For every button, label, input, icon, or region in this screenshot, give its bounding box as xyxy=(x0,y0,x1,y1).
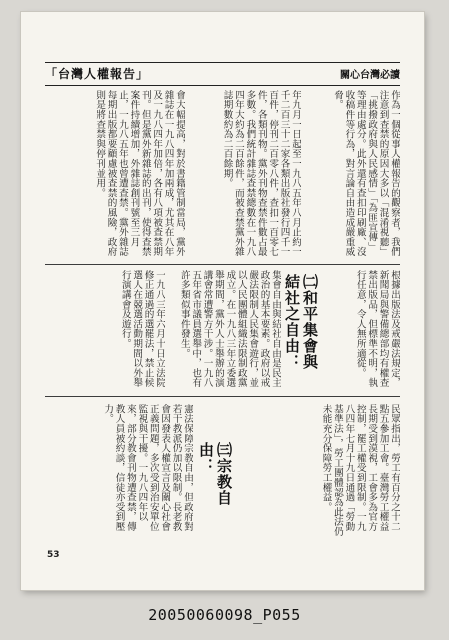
header-left-title: 「台灣人權報告」 xyxy=(45,67,150,81)
section2-body: 集會自由與結社自由是民主政治的基本要素。政府以戒嚴法限制人民集會遊行，並以人民團體組織法限制政黨成立。在一九八三年立委選舉期間，黨外人士舉辦的演講會常遭警方干涉。一九八五年省市議員選舉中，也有許多類似事件發生。 xyxy=(178,270,281,388)
archive-caption: 20050060098_P055 xyxy=(148,606,301,624)
document-page xyxy=(21,12,424,590)
section-divider-top xyxy=(45,264,400,265)
body-column-top-middle: 年九月一日起至一九八五年八月止約一千二百三十二家各類出版社發行四千一百件，停刊二百零八件，查扣一百零七件，各類刊物。黨外刊物查禁件數占最多數。我們統計雜誌查禁總數在一九八四年大約為二百餘件，而被查禁黨外雜誌期數約為二百餘期。 xyxy=(221,90,301,257)
header-right-title: 關心台灣必讀 xyxy=(340,70,400,81)
section-divider-middle xyxy=(45,396,400,397)
section3-body: 憲法保障宗教自由，但政府對若干教派仍加以限制。長老教會因發表人權宣言及關心社會正義問題，多次受到治安單位監視與干擾。一九八四年以來，部分教會刊物遭查禁，傳教人員被約談，信徒亦受到壓力。 xyxy=(102,404,193,532)
page-number: 53 xyxy=(47,550,60,560)
section3-title: ㈢宗教自由： xyxy=(197,442,233,506)
section2-title: ㈡和平集會與結社之自由： xyxy=(283,274,319,370)
body-column-middle-left: 一九八三年六月十日立法院修正通過的選罷法，禁止候選人在競選活動期間以外舉行演講會及遊行。 xyxy=(119,270,165,388)
body-column-bottom-right: 民眾指出，勞工有百分之十二點五參加工會。臺灣勞工權益長期受到漠視，工會多為官方控制，罷工權受到限制。一九八四年七月十九日通過「勞動基準法」，勞工團體認為此法仍未能充分保障勞工權益。 xyxy=(320,404,400,537)
body-column-top-right: 作為一個從事人權報告的觀察者，我們注意到查禁的原因大多以「混淆視聽」「挑撥政府與人民感情」「為匪宣傳」等理由處分。此外還有查扣印刷廠、沒收稿件等行為，對言論自由造成嚴重威脅。 xyxy=(331,90,400,257)
body-column-middle-right: 根據出版法及戒嚴法規定，新聞局與警備總部均有權查禁出版品，但標準不明，執行任意，令人無所適從。 xyxy=(354,270,400,388)
body-column-top-left: 會大幅提高，對於書籍管制當局，黨外雜誌在一九八四年加兩成，尤其在八年及一九八四年加倍，各有八項被查禁期刊。但是黨外新雜誌的出刊，使得查禁案件持續增加，外雜誌創刊號至三月止，一九八五年也曾遭查禁。黨外雜誌每期出版都要顧慮被查禁的風險，政府則是將查禁與停刊並用。 xyxy=(94,90,185,257)
page-header xyxy=(45,62,400,86)
